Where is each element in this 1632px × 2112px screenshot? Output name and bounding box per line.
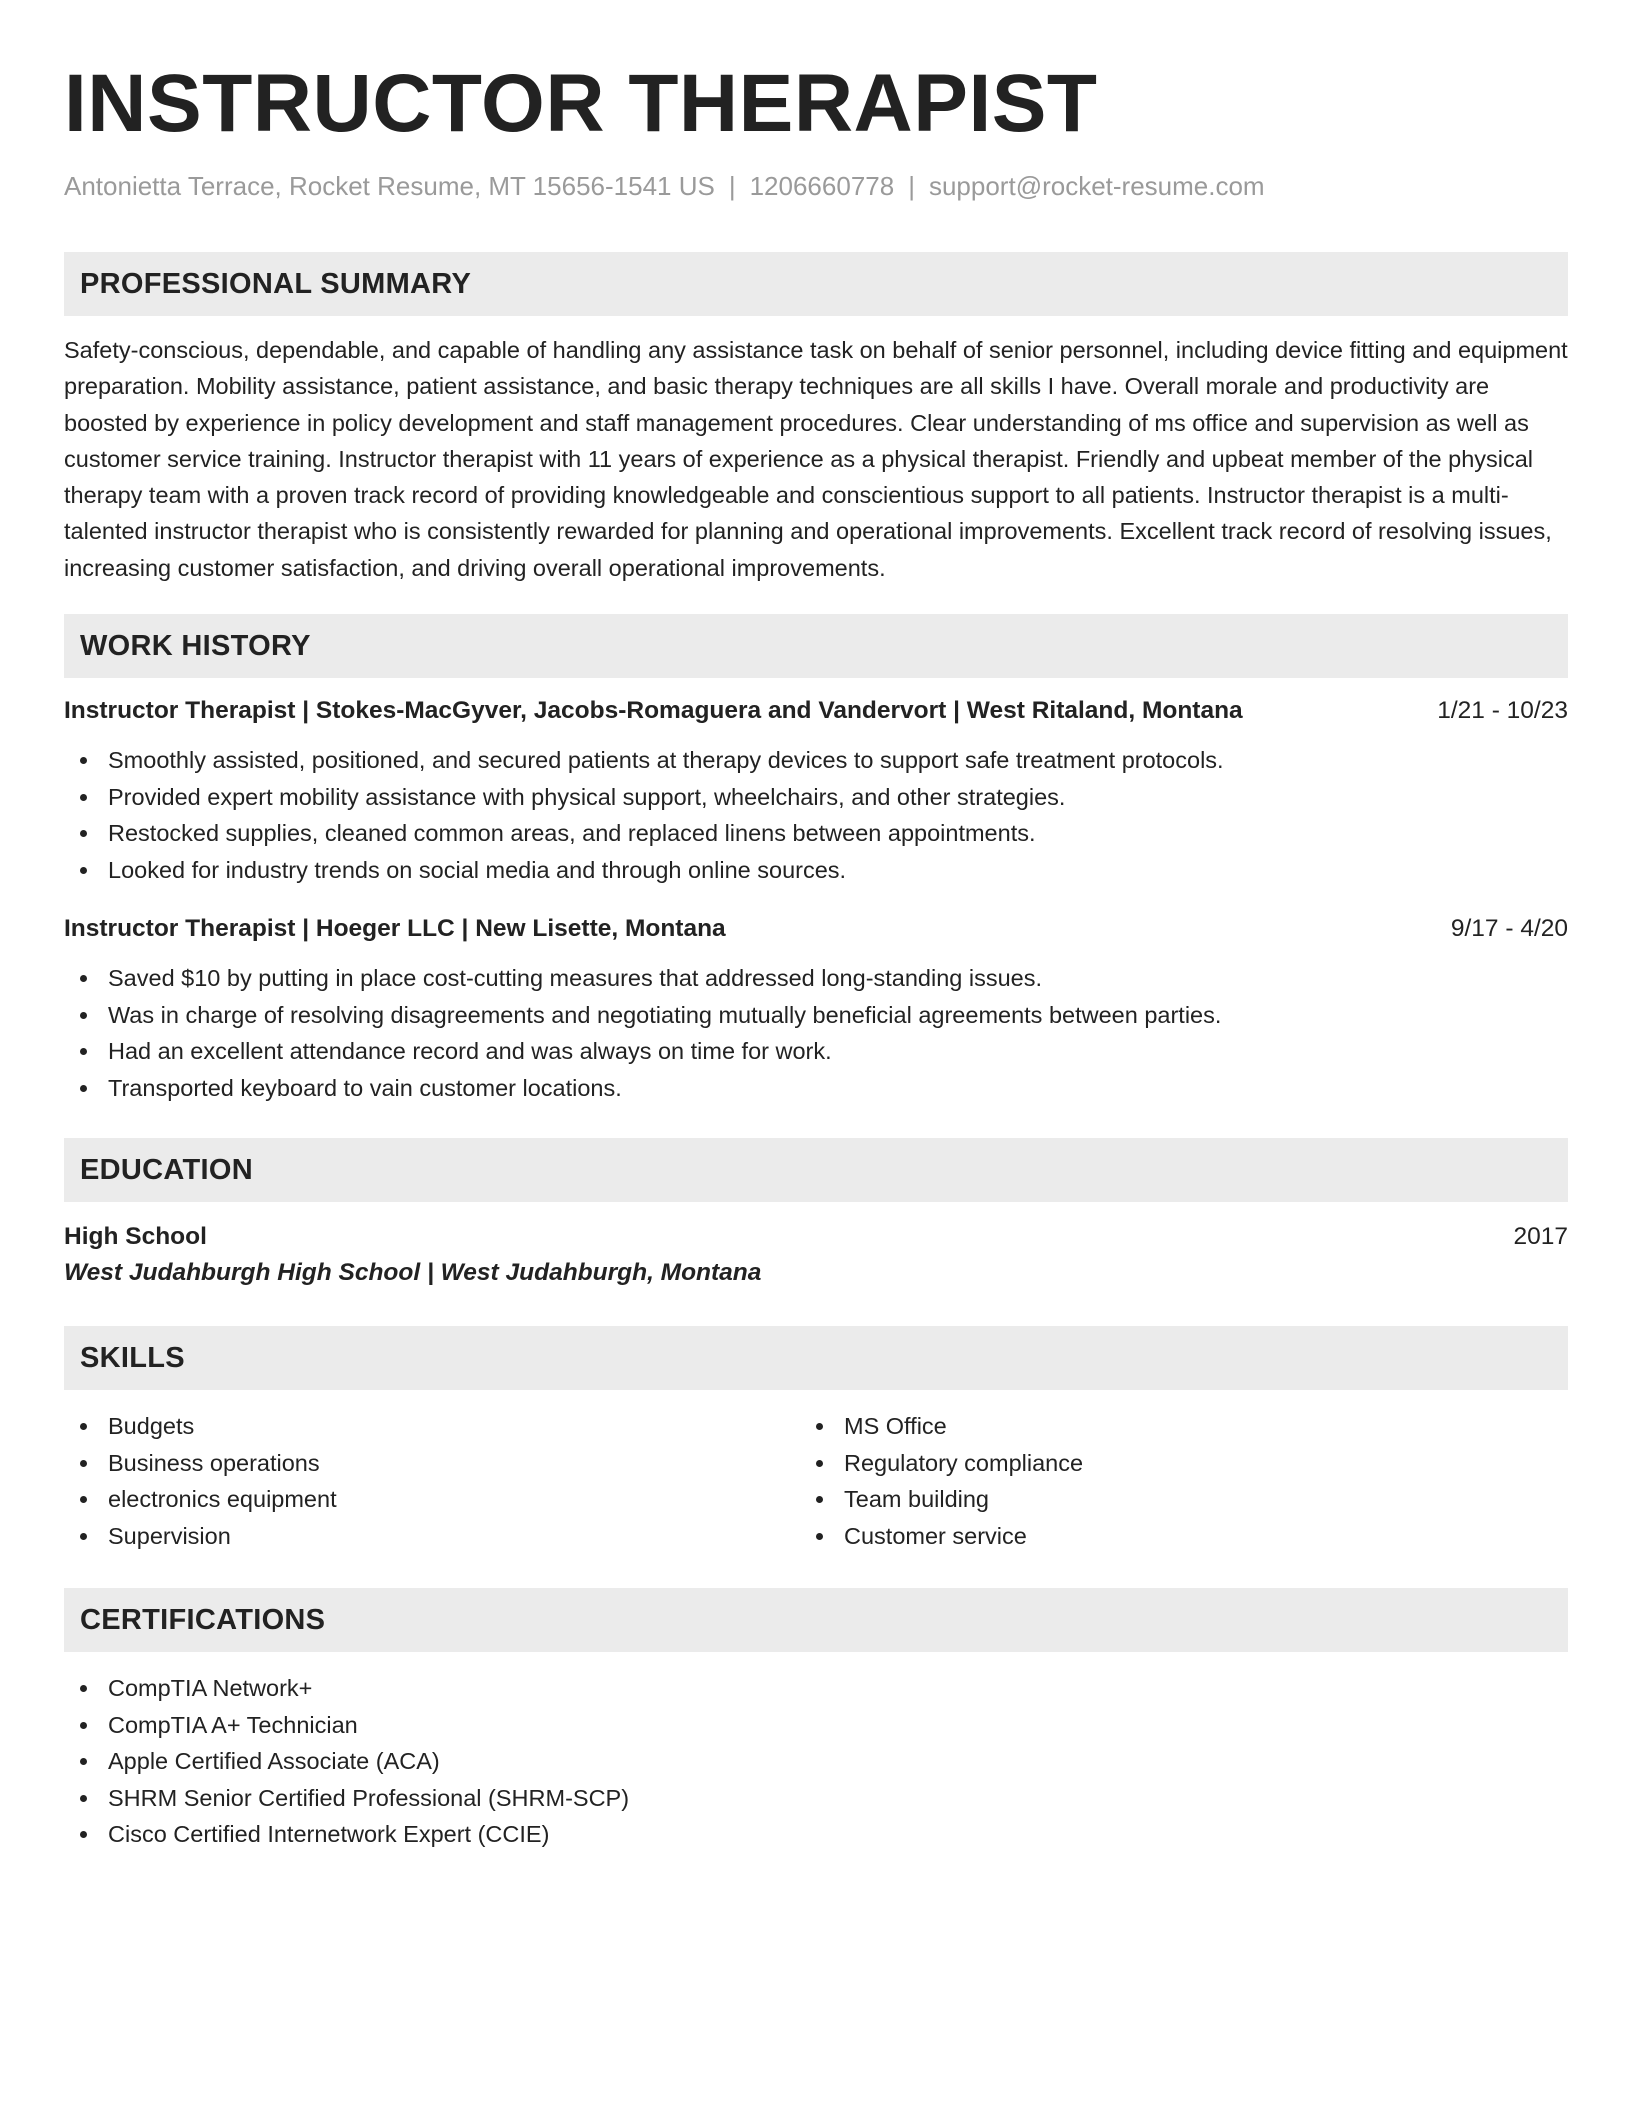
job-bullet: Restocked supplies, cleaned common areas, and replaced linens between appointments. <box>64 815 1568 852</box>
skill-item: MS Office <box>800 1408 1536 1445</box>
contact-separator: | <box>728 171 736 201</box>
certification-item: CompTIA Network+ <box>64 1670 1568 1707</box>
contact-line <box>64 170 1568 202</box>
certification-item: Cisco Certified Internetwork Expert (CCIE) <box>64 1816 1568 1853</box>
skill-item: Team building <box>800 1481 1536 1518</box>
certification-item: SHRM Senior Certified Professional (SHRM-SCP) <box>64 1780 1568 1817</box>
section-header-work-history: WORK HISTORY <box>64 614 1568 678</box>
job-bullets <box>64 742 1568 888</box>
skills-column-right <box>800 1408 1536 1554</box>
certification-item: Apple Certified Associate (ACA) <box>64 1743 1568 1780</box>
education-school: West Judahburgh High School | West Judahburgh, Montana <box>64 1259 762 1287</box>
job-entry <box>64 694 1568 888</box>
education-row <box>64 1220 1568 1254</box>
contact-separator: | <box>908 171 915 201</box>
job-bullet: Was in charge of resolving disagreements and negotiating mutually beneficial agreements between parties. <box>64 997 1568 1034</box>
job-title-row <box>64 694 1568 728</box>
education-entry <box>64 1220 1568 1292</box>
skill-item: electronics equipment <box>64 1481 800 1518</box>
certification-item: CompTIA A+ Technician <box>64 1707 1568 1744</box>
skill-item: Business operations <box>64 1445 800 1482</box>
job-dates: 9/17 - 4/20 <box>1450 915 1568 943</box>
candidate-name: INSTRUCTOR THERAPIST <box>64 58 1098 149</box>
skill-item: Regulatory compliance <box>800 1445 1536 1482</box>
contact-phone: 1206660778 <box>749 171 895 201</box>
certifications-list <box>64 1670 1568 1853</box>
skills-column-left <box>64 1408 800 1554</box>
job-title-row <box>64 912 1568 946</box>
job-bullet: Smoothly assisted, positioned, and secured patients at therapy devices to support safe treatment protocols. <box>64 742 1568 779</box>
education-degree: High School <box>64 1223 207 1251</box>
job-bullet: Provided expert mobility assistance with physical support, wheelchairs, and other strategies. <box>64 779 1568 816</box>
contact-address: Antonietta Terrace, Rocket Resume, MT 15656-1541 US <box>64 171 715 201</box>
skill-item: Supervision <box>64 1518 800 1555</box>
job-entry <box>64 912 1568 1106</box>
contact-email: support@rocket-resume.com <box>928 171 1265 201</box>
summary-text: Safety-conscious, dependable, and capable of handling any assistance task on behalf of senior personnel, including device fitting and equipment preparation. Mobility assistance, patient assistance, and basic therapy techniques are all skills I have. Overall morale and productivity are boosted by experience in policy development and staff management procedures. Clear understanding of ms office and supervision as well as customer service training. Instructor therapist with 11 years of experience as a physical therapist. Friendly and upbeat member of the physical therapy team with a proven track record of providing knowledgeable and conscientious support to all patients. Instructor therapist is a multi-talented instructor therapist who is consistently rewarded for planning and operational improvements. Excellent track record of resolving issues, increasing customer satisfaction, and driving overall operational improvements. <box>64 337 1568 581</box>
skill-item: Customer service <box>800 1518 1536 1555</box>
education-year: 2017 <box>1513 1223 1568 1251</box>
job-bullet: Looked for industry trends on social media and through online sources. <box>64 852 1568 889</box>
section-header-skills: SKILLS <box>64 1326 1568 1390</box>
skills-list <box>800 1408 1536 1554</box>
job-title: Instructor Therapist | Hoeger LLC | New Lisette, Montana <box>64 915 726 943</box>
job-dates: 1/21 - 10/23 <box>1437 697 1568 725</box>
skills-list <box>64 1408 800 1554</box>
job-title: Instructor Therapist | Stokes-MacGyver, Jacobs-Romaguera and Vandervort | West Ritaland, Montana <box>64 697 1243 725</box>
job-bullet: Saved $10 by putting in place cost-cutting measures that addressed long-standing issues. <box>64 960 1568 997</box>
skills-grid <box>64 1408 1568 1554</box>
section-header-education: EDUCATION <box>64 1138 1568 1202</box>
section-header-summary: PROFESSIONAL SUMMARY <box>64 252 1568 316</box>
job-bullets <box>64 960 1568 1106</box>
job-bullet: Had an excellent attendance record and was always on time for work. <box>64 1033 1568 1070</box>
section-header-certifications: CERTIFICATIONS <box>64 1588 1568 1652</box>
job-bullet: Transported keyboard to vain customer locations. <box>64 1070 1568 1107</box>
skill-item: Budgets <box>64 1408 800 1445</box>
